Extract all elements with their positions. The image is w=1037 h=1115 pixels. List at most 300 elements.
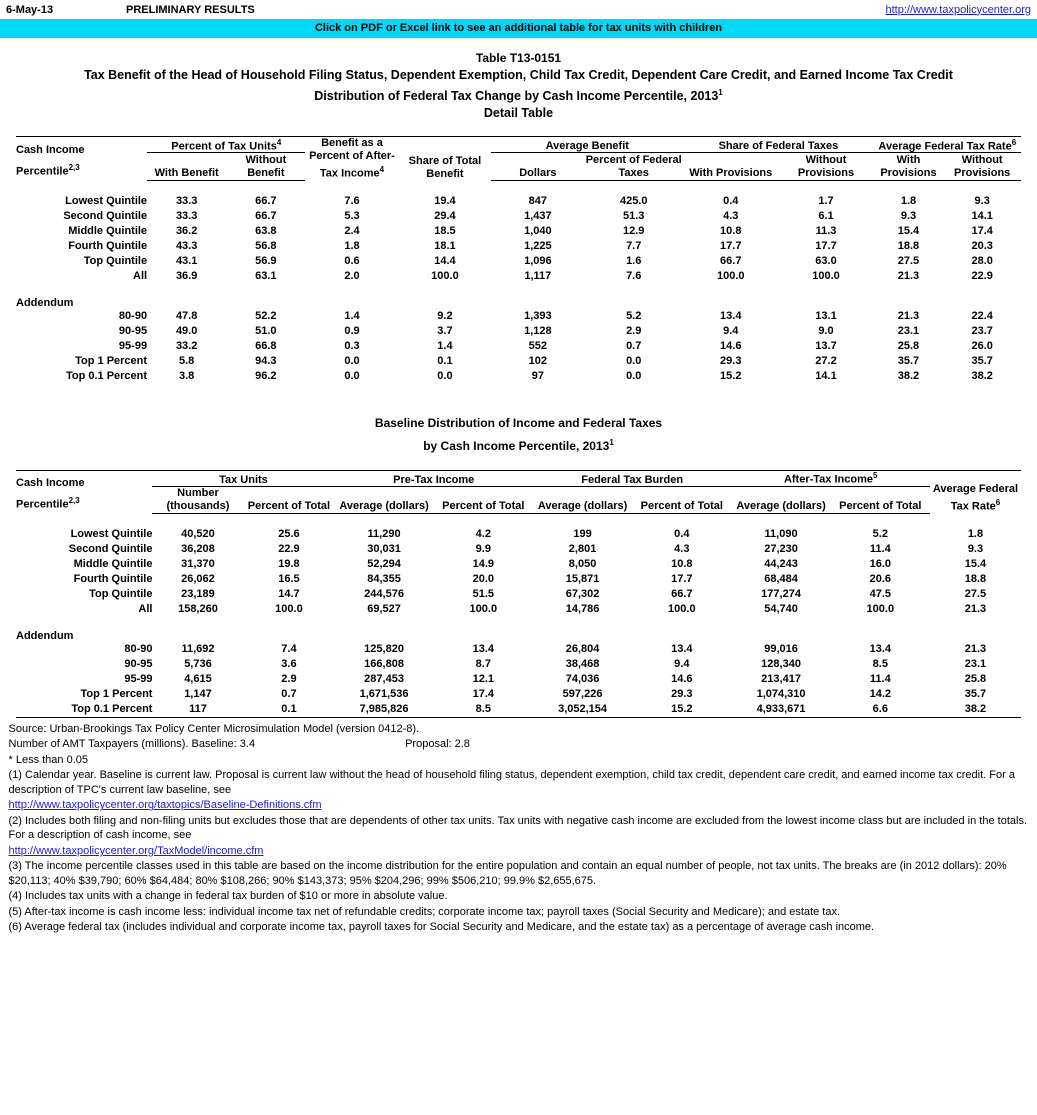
group-footnote: 6	[995, 497, 1001, 507]
cell: 5.2	[872, 527, 888, 540]
cell: 1,671,536	[359, 687, 409, 700]
cell: 33.3	[175, 210, 198, 223]
cell: 20.6	[869, 572, 892, 585]
cell: 0.0	[626, 355, 642, 368]
cell: 100.0	[668, 602, 696, 615]
table-row	[16, 369, 1021, 384]
subheader-average-dollars-2: Average (dollars)	[533, 486, 632, 513]
cell: 66.7	[720, 255, 742, 268]
cell: 5.8	[179, 355, 195, 368]
table-row	[16, 354, 1021, 369]
row-label: Top 0.1 Percent	[16, 702, 152, 718]
cell: 9.0	[818, 325, 834, 338]
table-row	[16, 672, 1021, 687]
cell: 4.3	[674, 542, 690, 555]
subheader-percent-of-total-3: Percent of Total	[632, 486, 731, 513]
cell: 1,128	[524, 325, 552, 338]
row-label: Lowest Quintile	[65, 195, 148, 208]
table-2-title	[0, 414, 1037, 456]
group-label: Benefit as a Percent of After-Tax Income	[309, 137, 395, 180]
cell: 33.3	[175, 195, 198, 208]
cell: 67,302	[565, 587, 600, 600]
cell: 51.5	[472, 587, 495, 600]
note-amt-proposal: Proposal: 2.8	[405, 738, 470, 751]
stub-footnote: 2,3	[68, 495, 80, 505]
cell: 8.5	[872, 657, 888, 670]
cell: 18.8	[897, 240, 920, 253]
cell: 0.0	[344, 355, 360, 368]
cell: 9.9	[475, 542, 491, 555]
cell: 0.4	[674, 527, 690, 540]
cell: 38.2	[897, 370, 920, 383]
cell: 14.9	[472, 557, 495, 570]
cell: 68,484	[764, 572, 798, 585]
cell: 199	[573, 527, 592, 540]
subheader-with-provisions-1: With Provisions	[683, 153, 778, 181]
addendum-header-row	[16, 297, 1021, 309]
cell: 1.4	[344, 310, 360, 323]
cell: 125,820	[364, 642, 404, 655]
cell: 5.3	[344, 210, 360, 223]
cell: 14.1	[815, 370, 837, 383]
cell: 13.4	[472, 642, 495, 655]
cell: 27,230	[764, 542, 798, 555]
cell: 26.0	[971, 340, 993, 353]
table-1-group-header-row	[16, 137, 1021, 153]
cell: 0.0	[344, 370, 360, 383]
table-row	[16, 239, 1021, 254]
table-row	[16, 572, 1021, 587]
cell: 11,692	[181, 642, 215, 655]
cell: 15.2	[720, 370, 742, 383]
title-line-1: Tax Benefit of the Head of Household Filing Status, Dependent Exemption, Child Tax Credit, Dependent Care Credit, and Earned Income Tax Credit	[84, 68, 953, 82]
row-label: 80-90	[124, 642, 153, 655]
cell: 0.0	[437, 370, 453, 383]
subheader-with-benefit: With Benefit	[147, 153, 226, 181]
table-row	[16, 194, 1021, 209]
cell: 1.7	[818, 195, 834, 208]
group-footnote: 5	[872, 471, 878, 481]
cell: 14.1	[971, 210, 993, 223]
table-1-subheader-row	[16, 153, 1021, 181]
cell: 66.7	[671, 587, 693, 600]
group-label: Average Federal Tax Rate	[878, 140, 1012, 153]
cell: 166,808	[364, 657, 404, 670]
cell: 6.6	[831, 702, 930, 718]
cell: 21.3	[964, 642, 987, 655]
group-label: After-Tax Income	[783, 473, 873, 486]
group-footnote: 4	[379, 165, 385, 175]
group-label: Pre-Tax Income	[393, 473, 475, 486]
row-label: Middle Quintile	[68, 225, 148, 238]
group-label: Federal Tax Burden	[581, 473, 684, 486]
cell: 20.0	[472, 572, 495, 585]
cell: 43.3	[175, 240, 198, 253]
cell: 0.4	[723, 195, 739, 208]
cell: 84,355	[367, 572, 401, 585]
subheader-average-dollars-3: Average (dollars)	[731, 486, 830, 513]
header-preliminary-label: PRELIMINARY RESULTS	[126, 3, 255, 16]
cell: 63.1	[255, 270, 277, 283]
cell: 16.5	[278, 572, 300, 585]
note-1: (1) Calendar year. Baseline is current law. Proposal is current law without the head of household filing status, dependent exemption, child tax credit, dependent care credit, and earned income tax credit. For a description of TPC's current law baseline, see	[8, 769, 1015, 796]
cell: 38,468	[565, 657, 600, 670]
row-label: 95-99	[124, 672, 153, 685]
group-tax-units	[152, 471, 334, 487]
cell: 30,031	[367, 542, 401, 555]
spacer-row	[16, 513, 1021, 527]
row-label: Top Quintile	[89, 587, 153, 600]
cell: 9.4	[674, 657, 690, 670]
cell: 3.8	[179, 370, 195, 383]
subheader-without-benefit: Without Benefit	[226, 153, 305, 181]
cell: 2.9	[626, 325, 642, 338]
cell: 12.1	[472, 672, 495, 685]
cell: 40,520	[181, 527, 215, 540]
cell: 847	[528, 195, 548, 208]
cell: 29.3	[671, 687, 693, 700]
group-share-federal-taxes	[683, 137, 873, 153]
cell: 36.2	[175, 225, 198, 238]
cell: 47.5	[869, 587, 892, 600]
baseline-definitions-link[interactable]: http://www.taxpolicycenter.org/taxtopics/Baseline-Definitions.cfm	[8, 799, 322, 812]
spacer-row	[16, 617, 1021, 630]
subheader-dollars: Dollars	[491, 153, 584, 181]
row-label: Top 0.1 Percent	[65, 370, 148, 383]
group-label: Average Benefit	[545, 140, 629, 153]
cell: 287,453	[364, 672, 404, 685]
cell: 7.6	[344, 195, 360, 208]
row-label: 90-95	[118, 325, 148, 338]
group-average-federal-tax-rate	[930, 471, 1021, 514]
cell: 14,786	[565, 602, 600, 615]
cell: 11,090	[764, 527, 798, 540]
group-label: Tax Units	[219, 473, 268, 486]
cell: 11.4	[869, 672, 891, 685]
footnotes-block	[9, 718, 1029, 935]
cell: 38.2	[971, 370, 993, 383]
cell: 425.0	[619, 195, 648, 208]
cell: 11,290	[367, 527, 401, 540]
cell: 4,933,671	[731, 702, 830, 718]
cell: 56.9	[255, 255, 277, 268]
cell: 63.0	[815, 255, 837, 268]
baseline-table	[16, 470, 1021, 718]
cell: 213,417	[761, 672, 801, 685]
stub-line-1: Cash Income	[16, 144, 85, 157]
cell: 35.7	[964, 687, 987, 700]
cell: 15,871	[565, 572, 600, 585]
cell: 1,225	[524, 240, 552, 253]
cell: 17.7	[815, 240, 837, 253]
cell: 14.6	[671, 672, 693, 685]
cell: 0.1	[243, 702, 334, 718]
cell: 36,208	[181, 542, 215, 555]
row-label: 95-99	[118, 340, 148, 353]
cell: 10.8	[720, 225, 742, 238]
table-row	[16, 687, 1021, 702]
cell: 14.6	[720, 340, 742, 353]
cell: 1,147	[184, 687, 212, 700]
header-url-link[interactable]: http://www.taxpolicycenter.org	[885, 3, 1031, 16]
cell: 11.4	[869, 542, 891, 555]
table-1-wrapper	[0, 136, 1037, 384]
cell: 13.7	[815, 340, 837, 353]
cell: 7.6	[626, 270, 642, 283]
cell: 23.7	[971, 325, 993, 338]
cell: 38.2	[930, 702, 1021, 718]
cell: 1.8	[900, 195, 917, 208]
cell: 1.6	[626, 255, 642, 268]
cell: 51.3	[623, 210, 645, 223]
stub-line-1: Cash Income	[16, 476, 85, 489]
note-amt-baseline: Number of AMT Taxpayers (millions). Baseline: 3.4	[8, 738, 256, 751]
cell: 35.7	[971, 355, 993, 368]
cell: 3.6	[281, 657, 297, 670]
cell: 19.8	[278, 557, 300, 570]
title-line-2-text: Distribution of Federal Tax Change by Cash Income Percentile, 2013	[314, 89, 719, 104]
cell: 244,576	[364, 587, 404, 600]
table-2-title-line-1: Baseline Distribution of Income and Federal Taxes	[374, 416, 663, 431]
cell: 18.5	[434, 225, 456, 238]
group-label: Percent of Tax Units	[171, 140, 277, 153]
table-row	[16, 527, 1021, 542]
cell: 6.1	[818, 210, 834, 223]
cell: 3.7	[437, 325, 453, 338]
table-row	[16, 702, 1021, 718]
subheader-without-provisions-1: Without Provisions	[778, 153, 873, 181]
row-label: Fourth Quintile	[73, 572, 153, 585]
header-date: 6-May-13	[6, 3, 54, 16]
cell: 4.2	[475, 527, 491, 540]
group-percent-of-tax-units	[147, 137, 305, 153]
row-label: All	[133, 270, 148, 283]
table-2-subheader-row	[16, 486, 1021, 513]
group-label: Average Federal Tax Rate	[932, 482, 1019, 513]
cell: 100.0	[716, 270, 745, 283]
cell: 99,016	[764, 642, 798, 655]
group-average-federal-tax-rate	[874, 137, 1021, 153]
cell: 23.1	[964, 657, 987, 670]
cell: 26,804	[565, 642, 600, 655]
row-label: 90-95	[124, 657, 153, 670]
cell: 43.1	[175, 255, 198, 268]
note-4: (4) Includes tax units with a change in federal tax burden of $10 or more in absolute value.	[8, 890, 448, 903]
table-row	[16, 254, 1021, 269]
cell: 0.3	[344, 340, 360, 353]
cell: 14.2	[869, 687, 892, 700]
cell: 19.4	[434, 195, 456, 208]
cash-income-link[interactable]: http://www.taxpolicycenter.org/TaxModel/income.cfm	[8, 844, 264, 857]
cell: 13.1	[815, 310, 837, 323]
cell: 9.3	[900, 210, 917, 223]
stub-footnote: 2,3	[68, 163, 80, 173]
group-after-tax-income	[731, 471, 930, 487]
cell: 158,260	[178, 602, 218, 615]
cell: 7.4	[281, 642, 297, 655]
subheader-number-thousands: Number (thousands)	[152, 486, 243, 513]
table-2-stub-header	[16, 471, 152, 514]
cell: 0.0	[626, 370, 642, 383]
cell: 25.6	[278, 527, 300, 540]
cell: 49.0	[175, 325, 198, 338]
cell: 21.3	[964, 602, 987, 615]
table-2-group-header-row	[16, 471, 1021, 487]
cell: 29.4	[434, 210, 456, 223]
cell: 597,226	[562, 687, 603, 700]
cell: 21.3	[897, 310, 920, 323]
group-footnote: 6	[1011, 137, 1017, 147]
table-2-title-footnote: 1	[609, 438, 614, 448]
subheader-without-provisions-2: Without Provisions	[943, 153, 1021, 181]
note-3: (3) The income percentile classes used in this table are based on the income distribution for the entire population and contain an equal number of people, not tax units. The breaks are (in 2012 dollars): 20% $20,113; 40% $39,790; 60% $64,484; 80% $108,266; 90% $143,373; 95% $204,296; 99% $506,210; 99.9% $2,655,675.	[8, 860, 1007, 887]
cell: 15.4	[964, 557, 987, 570]
cell: 66.7	[255, 210, 277, 223]
cell: 3,052,154	[533, 702, 632, 718]
cell: 56.8	[255, 240, 277, 253]
cell: 27.5	[897, 255, 920, 268]
cell: 117	[152, 702, 243, 718]
subheader-with-provisions-2: With Provisions	[874, 153, 944, 181]
cell: 52.2	[255, 310, 277, 323]
cell: 22.4	[971, 310, 993, 323]
addendum-label: Addendum	[16, 629, 74, 642]
cell: 100.0	[866, 602, 895, 615]
cell: 1,096	[524, 255, 552, 268]
cell: 17.7	[671, 572, 693, 585]
row-label: Middle Quintile	[73, 557, 153, 570]
cell: 1,117	[524, 270, 552, 283]
row-label: 80-90	[118, 310, 148, 323]
cell: 52,294	[367, 557, 401, 570]
group-average-benefit	[491, 137, 683, 153]
cell: 66.8	[255, 340, 277, 353]
cell: 97	[531, 370, 544, 383]
cell: 2.9	[281, 672, 297, 685]
group-federal-tax-burden	[533, 471, 732, 487]
row-label: All	[138, 602, 153, 615]
cell: 22.9	[971, 270, 993, 283]
note-2-link-wrap	[9, 844, 1029, 859]
cell: 13.4	[869, 642, 892, 655]
note-less-than: * Less than 0.05	[8, 753, 89, 766]
table-row	[16, 557, 1021, 572]
cell: 18.1	[434, 240, 456, 253]
cell: 35.7	[897, 355, 920, 368]
group-share-of-total-benefit	[398, 137, 491, 181]
cell: 100.0	[812, 270, 840, 283]
cell: 44,243	[764, 557, 798, 570]
cell: 25.8	[964, 672, 987, 685]
cell: 15.2	[632, 702, 731, 718]
table-2-title-line-2	[0, 433, 1037, 456]
cell: 27.2	[815, 355, 837, 368]
cell: 11.3	[815, 225, 837, 238]
cell: 5.2	[626, 310, 642, 323]
spacer-row	[16, 284, 1021, 297]
cell: 17.4	[971, 225, 993, 238]
title-line-3: Detail Table	[483, 106, 554, 121]
cell: 8,050	[568, 557, 597, 570]
cell: 9.3	[974, 195, 990, 208]
table-row	[16, 269, 1021, 284]
cell: 69,527	[367, 602, 401, 615]
cell: 0.6	[344, 255, 360, 268]
cell: 4.3	[723, 210, 739, 223]
stub-line-2: Percentile	[16, 498, 69, 511]
cell: 22.9	[278, 542, 300, 555]
cell: 28.0	[971, 255, 993, 268]
spacer-row	[16, 181, 1021, 195]
row-label: Second Quintile	[68, 542, 153, 555]
group-footnote: 4	[276, 137, 282, 147]
subheader-average-dollars-1: Average (dollars)	[334, 486, 433, 513]
cell: 2.0	[344, 270, 360, 283]
document-header	[0, 0, 1037, 18]
cell: 8.7	[475, 657, 491, 670]
note-1-link-wrap	[9, 798, 1029, 813]
title-line-2	[0, 84, 1037, 105]
cell: 0.7	[626, 340, 642, 353]
cell: 94.3	[255, 355, 277, 368]
table-2-wrapper	[0, 470, 1037, 718]
cell: 2,801	[568, 542, 597, 555]
cell: 1,074,310	[756, 687, 806, 700]
row-label: Lowest Quintile	[70, 527, 153, 540]
cell: 7.7	[626, 240, 642, 253]
cell: 23,189	[181, 587, 215, 600]
cell: 26,062	[181, 572, 215, 585]
cell: 100.0	[431, 270, 459, 283]
cell: 10.8	[671, 557, 693, 570]
cell: 21.3	[897, 270, 920, 283]
table-row	[16, 209, 1021, 224]
cell: 14.4	[434, 255, 456, 268]
cell: 177,274	[761, 587, 801, 600]
cell: 33.2	[175, 340, 198, 353]
cell: 7,985,826	[334, 702, 433, 718]
subheader-percent-of-total-2: Percent of Total	[434, 486, 533, 513]
cell: 4,615	[184, 672, 212, 685]
title-line-2-footnote: 1	[718, 88, 723, 97]
detail-table	[16, 136, 1021, 384]
cell: 8.5	[434, 702, 533, 718]
cell: 18.8	[964, 572, 987, 585]
cell: 47.8	[175, 310, 198, 323]
cell: 17.4	[472, 687, 495, 700]
subheader-percent-of-total-1: Percent of Total	[243, 486, 334, 513]
note-2: (2) Includes both filing and non-filing units but excludes those that are dependents of other tax units. Tax units with negative cash income are excluded from the lowest income class but are included in the totals. For a description of cash income, see	[8, 814, 1027, 842]
note-5: (5) After-tax income is cash income less: individual income tax net of refundable credits; corporate income tax; payroll taxes (Social Security and Medicare); and estate tax.	[8, 905, 841, 918]
note-6: (6) Average federal tax (includes individual and corporate income tax, payroll taxes for Social Security and Medicare, and the estate tax) as a percentage of average cash income.	[8, 921, 875, 934]
title-block	[0, 50, 1037, 122]
group-pre-tax-income	[334, 471, 533, 487]
cell: 63.8	[255, 225, 277, 238]
cell: 552	[528, 340, 548, 353]
cell: 54,740	[764, 602, 798, 615]
note-amt	[9, 737, 1029, 752]
cell: 1.4	[437, 340, 453, 353]
cell: 14.7	[278, 587, 300, 600]
cell: 0.1	[437, 355, 453, 368]
row-label: Top 1 Percent	[75, 355, 148, 368]
cell: 1.8	[967, 527, 984, 540]
cell: 100.0	[469, 602, 498, 615]
cell: 36.9	[175, 270, 198, 283]
row-label: Second Quintile	[63, 210, 148, 223]
table-row	[16, 542, 1021, 557]
group-label: Share of Total Benefit	[408, 154, 482, 180]
